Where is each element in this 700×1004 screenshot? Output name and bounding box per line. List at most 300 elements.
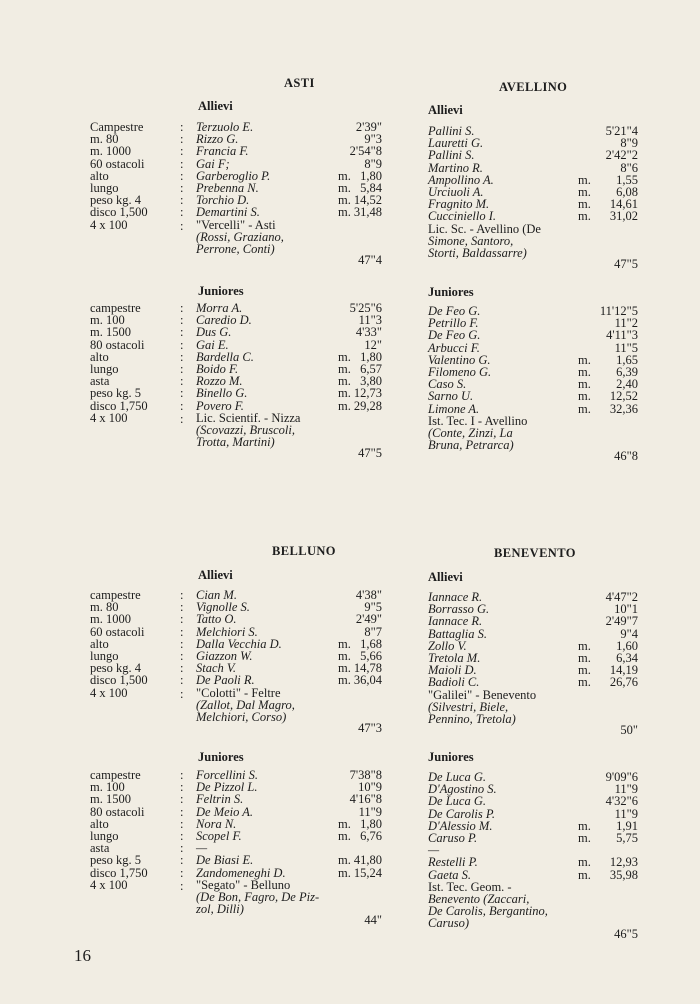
event-list: [90, 769, 148, 891]
colon-separator: :: [180, 792, 184, 807]
unit-label: m.: [578, 401, 591, 416]
colon-separator: :: [180, 398, 184, 413]
event-name: campestre: [90, 301, 141, 315]
result-row: [418, 210, 638, 222]
result-value: 12,93: [609, 855, 638, 870]
unit-label: m.: [578, 650, 591, 665]
unit-label: m.: [338, 648, 351, 663]
colon-separator: :: [180, 218, 184, 233]
result-value: 1,80: [360, 349, 382, 364]
athlete-name: Morra A.: [196, 301, 243, 315]
event-name: m. 1000: [90, 612, 131, 627]
event-name: campestre: [90, 768, 141, 782]
category-heading: Allievi: [198, 568, 233, 582]
result-value: 4'16"8: [349, 792, 382, 807]
relay-team-line: "Vercelli" - Asti: [196, 217, 276, 232]
result-row: [418, 808, 638, 820]
colon-separator: :: [180, 301, 184, 315]
event-list: [90, 121, 148, 231]
athlete-name: Lauretti G.: [428, 136, 484, 151]
colon-separator: :: [180, 313, 184, 328]
result-list: [180, 589, 382, 687]
athlete-name: Dus G.: [196, 325, 232, 340]
event-name: Campestre: [90, 120, 144, 134]
result-value: 36,04: [353, 673, 382, 688]
athlete-name: Martino R.: [428, 160, 483, 175]
result-value: 5'21"4: [605, 124, 638, 138]
athlete-name: Sarno U.: [428, 389, 474, 404]
result-row: [180, 674, 382, 686]
unit-label: m.: [578, 830, 591, 845]
colon-separator: :: [180, 816, 184, 831]
athlete-name: Cian M.: [196, 588, 237, 602]
athlete-name: De Paoli R.: [196, 673, 255, 688]
result-value: 11"2: [614, 316, 638, 331]
result-value: 5,84: [360, 180, 382, 195]
relay-team-line: (Rossi, Graziano,: [196, 229, 284, 244]
result-value: 14,52: [353, 193, 382, 208]
result-value: 11"5: [614, 340, 638, 355]
athlete-name: Nora N.: [196, 816, 237, 831]
unit-label: m.: [338, 636, 351, 651]
result-list: [418, 305, 638, 415]
unit-label: m.: [578, 663, 591, 678]
relay-time: 46"5: [614, 927, 638, 942]
relay-team-line: De Carolis, Bergantino,: [428, 904, 548, 919]
colon-separator: :: [180, 132, 184, 147]
result-value: 4'11"3: [606, 328, 638, 343]
result-value: 1,60: [616, 638, 638, 653]
athlete-name: Cucciniello I.: [428, 209, 497, 224]
athlete-name: D'Agostino S.: [428, 782, 497, 797]
athlete-name: Gai E.: [196, 337, 229, 352]
relay-team-line: (Silvestri, Biele,: [428, 699, 509, 714]
result-value: 2'42"2: [605, 148, 638, 163]
event-name: alto: [90, 349, 109, 364]
result-value: 1,68: [360, 636, 382, 651]
athlete-name: Dalla Vecchia D.: [196, 636, 282, 651]
athlete-name: Filomeno G.: [428, 364, 492, 379]
athlete-name: Pallini S.: [428, 124, 475, 138]
colon-separator: :: [180, 673, 184, 688]
colon-separator: :: [180, 374, 184, 389]
event-name: disco 1,500: [90, 673, 148, 688]
result-value: 5,75: [616, 830, 638, 845]
result-row: [418, 832, 638, 844]
result-value: 3,80: [360, 374, 382, 389]
athlete-name: Petrillo F.: [428, 316, 479, 331]
event-name: 4 x 100: [90, 217, 128, 232]
athlete-name: De Meio A.: [196, 804, 254, 819]
result-row: [180, 326, 382, 338]
event-name: m. 100: [90, 313, 125, 328]
relay-team-line: "Colotti" - Feltre: [196, 685, 281, 700]
athlete-name: Gaeta S.: [428, 867, 472, 882]
colon-separator: :: [180, 636, 184, 651]
event-name: lungo: [90, 180, 119, 195]
category-heading: Juniores: [198, 284, 244, 298]
relay-team: [428, 689, 578, 726]
event-name: lungo: [90, 361, 119, 376]
result-value: 8"7: [364, 624, 382, 639]
result-row: [180, 613, 382, 625]
result-value: 4'32"6: [605, 794, 638, 809]
colon-separator: :: [180, 361, 184, 376]
result-value: 31,02: [609, 209, 638, 224]
result-value: 12,52: [609, 389, 638, 404]
event-name: m. 1500: [90, 792, 131, 807]
event-name: disco 1,750: [90, 865, 148, 880]
result-value: 10"1: [614, 602, 638, 617]
result-value: 2,40: [616, 377, 638, 392]
colon-separator: :: [180, 386, 184, 401]
colon-separator: :: [180, 411, 184, 426]
event-name: disco 1,500: [90, 205, 148, 220]
result-row: [418, 869, 638, 881]
relay-team-line: Storti, Baldassarre): [428, 245, 527, 260]
colon-separator: :: [180, 853, 184, 868]
result-value: 8"9: [364, 156, 382, 171]
athlete-name: Rozzo M.: [196, 374, 243, 389]
relay-team-line: (Conte, Zinzi, La: [428, 425, 513, 440]
result-row: [180, 793, 382, 805]
event-name: lungo: [90, 648, 119, 663]
athlete-name: Garberoglio P.: [196, 168, 271, 183]
relay-team-line: "Segato" - Belluno: [196, 877, 291, 892]
athlete-name: De Luca G.: [428, 794, 486, 809]
result-row: [180, 339, 382, 351]
relay-team-line: Lic. Sc. - Avellino (De: [428, 221, 541, 236]
unit-label: m.: [338, 349, 351, 364]
athlete-name: Arbucci F.: [428, 340, 480, 355]
result-value: 5'25"6: [349, 301, 382, 315]
unit-label: m.: [338, 386, 351, 401]
relay-team-line: (Zallot, Dal Magro,: [196, 697, 295, 712]
athlete-name: Forcellini S.: [196, 768, 259, 782]
athlete-name: Tatto O.: [196, 612, 237, 627]
result-row: [418, 615, 638, 627]
result-row: [180, 626, 382, 638]
result-value: 11'12"5: [599, 304, 638, 318]
unit-label: m.: [578, 389, 591, 404]
event-name: 60 ostacoli: [90, 624, 145, 639]
result-value: 1,91: [616, 818, 638, 833]
category-heading: Allievi: [198, 99, 233, 113]
athlete-name: Restelli P.: [428, 855, 478, 870]
unit-label: m.: [578, 377, 591, 392]
result-list: [418, 591, 638, 689]
result-value: 9'09"6: [605, 770, 638, 784]
result-value: 9"4: [620, 626, 638, 641]
unit-label: m.: [338, 180, 351, 195]
athlete-name: D'Alessio M.: [428, 818, 493, 833]
event-name: m. 1000: [90, 144, 131, 159]
result-row: [418, 162, 638, 174]
athlete-name: Pallini S.: [428, 148, 475, 163]
athlete-name: Urciuoli A.: [428, 184, 484, 199]
colon-separator: :: [180, 588, 184, 602]
relay-team-line: Simone, Santoro,: [428, 233, 514, 248]
result-row: [418, 403, 638, 415]
athlete-name: Demartini S.: [196, 205, 260, 220]
result-value: 8"6: [620, 160, 638, 175]
result-row: [180, 206, 382, 218]
result-list: [180, 769, 382, 879]
result-value: 15,24: [353, 865, 382, 880]
colon-separator: :: [180, 828, 184, 843]
event-name: m. 80: [90, 132, 119, 147]
unit-label: m.: [578, 364, 591, 379]
unit-label: m.: [578, 675, 591, 690]
athlete-name: Zollo V.: [428, 638, 467, 653]
category-heading: Allievi: [428, 570, 463, 584]
colon-separator: :: [180, 686, 184, 701]
athlete-name: Zandomeneghi D.: [196, 865, 286, 880]
colon-separator: :: [180, 156, 184, 171]
colon-separator: :: [180, 780, 184, 795]
result-value: 14,61: [609, 197, 638, 212]
result-row: [418, 342, 638, 354]
result-row: [418, 329, 638, 341]
relay-team-line: "Galilei" - Benevento: [428, 687, 537, 702]
athlete-name: Boido F.: [196, 361, 239, 376]
athlete-name: Caredio D.: [196, 313, 252, 328]
unit-label: m.: [338, 673, 351, 688]
result-value: 4'33": [355, 325, 382, 340]
result-value: 6,08: [616, 184, 638, 199]
event-name: 4 x 100: [90, 877, 128, 892]
result-value: 9"3: [364, 132, 382, 147]
relay-team: [428, 881, 578, 930]
unit-label: m.: [338, 853, 351, 868]
athlete-name: Vignolle S.: [196, 600, 250, 615]
event-name: alto: [90, 168, 109, 183]
unit-label: m.: [338, 828, 351, 843]
result-value: 2'54"8: [349, 144, 382, 159]
relay-team-line: Trotta, Martini): [196, 435, 275, 450]
athlete-name: Bardella C.: [196, 349, 254, 364]
unit-label: m.: [578, 172, 591, 187]
event-name: peso kg. 5: [90, 386, 142, 401]
event-name: peso kg. 4: [90, 661, 142, 676]
result-value: 1,80: [360, 168, 382, 183]
relay-team-line: Perrone, Conti): [196, 241, 275, 256]
result-value: 14,78: [353, 661, 382, 676]
athlete-name: Caso S.: [428, 377, 467, 392]
athlete-name: De Feo G.: [428, 304, 481, 318]
result-row: [180, 830, 382, 842]
unit-label: m.: [338, 168, 351, 183]
event-name: peso kg. 5: [90, 853, 142, 868]
relay-team-line: Bruna, Petrarca): [428, 438, 514, 453]
result-row: [180, 854, 382, 866]
result-value: 12": [364, 337, 382, 352]
city-heading: ASTI: [284, 76, 315, 90]
result-value: 31,48: [353, 205, 382, 220]
event-name: m. 100: [90, 780, 125, 795]
relay-time: 47"5: [614, 257, 638, 271]
colon-separator: :: [180, 804, 184, 819]
result-value: 1,55: [616, 172, 638, 187]
relay-time: 47"5: [358, 446, 382, 461]
athlete-name: De Feo G.: [428, 328, 481, 343]
colon-separator: :: [180, 144, 184, 159]
unit-label: m.: [578, 867, 591, 882]
result-value: 6,39: [616, 364, 638, 379]
athlete-name: —: [428, 843, 440, 858]
result-value: 4'47"2: [605, 590, 638, 604]
result-value: 4'38": [355, 588, 382, 602]
city-heading: BENEVENTO: [494, 546, 576, 560]
athlete-name: De Pizzol L.: [196, 780, 258, 795]
athlete-name: Battaglia S.: [428, 626, 488, 641]
athlete-name: Iannace R.: [428, 590, 483, 604]
colon-separator: :: [180, 180, 184, 195]
athlete-name: Povero F.: [196, 398, 244, 413]
colon-separator: :: [180, 120, 184, 134]
relay-team-line: Benevento (Zaccari,: [428, 891, 530, 906]
event-name: peso kg. 4: [90, 193, 142, 208]
event-name: alto: [90, 636, 109, 651]
result-row: [418, 795, 638, 807]
colon-separator: :: [180, 768, 184, 782]
result-value: 11"3: [358, 313, 382, 328]
relay-team-line: Ist. Tec. Geom. -: [428, 879, 512, 894]
unit-label: m.: [578, 638, 591, 653]
event-name: 4 x 100: [90, 410, 128, 425]
result-value: 10"9: [358, 780, 382, 795]
colon-separator: :: [180, 865, 184, 880]
relay-team: [196, 219, 328, 256]
unit-label: m.: [578, 197, 591, 212]
result-value: 9"5: [364, 600, 382, 615]
relay-time: 47"3: [358, 721, 382, 735]
result-value: 8"9: [620, 136, 638, 151]
result-value: 1,80: [360, 816, 382, 831]
city-heading: AVELLINO: [499, 80, 568, 94]
athlete-name: Borrasso G.: [428, 602, 490, 617]
athlete-name: Limone A.: [428, 401, 480, 416]
relay-time: 46"8: [614, 449, 638, 464]
page-number: 16: [74, 946, 91, 965]
result-value: 2'39": [355, 120, 382, 134]
unit-label: m.: [338, 661, 351, 676]
relay-team: [196, 412, 328, 449]
result-value: 1,65: [616, 352, 638, 367]
athlete-name: Caruso P.: [428, 830, 478, 845]
unit-label: m.: [338, 398, 351, 413]
athlete-name: Melchiori S.: [196, 624, 258, 639]
event-name: asta: [90, 374, 110, 389]
result-value: 11"9: [614, 806, 638, 821]
athlete-name: Rizzo G.: [196, 132, 239, 147]
relay-time: 44": [364, 913, 382, 928]
result-value: 6,34: [616, 650, 638, 665]
result-row: [418, 676, 638, 688]
athlete-name: Feltrin S.: [196, 792, 244, 807]
result-value: 41,80: [353, 853, 382, 868]
unit-label: m.: [338, 865, 351, 880]
result-row: [180, 867, 382, 879]
result-value: 7'38"8: [349, 768, 382, 782]
result-value: 14,19: [609, 663, 638, 678]
result-value: 26,76: [609, 675, 638, 690]
result-value: 2'49"7: [605, 614, 638, 629]
result-value: 32,36: [609, 401, 638, 416]
athlete-name: Binello G.: [196, 386, 248, 401]
colon-separator: :: [180, 878, 184, 893]
event-name: campestre: [90, 588, 141, 602]
athlete-name: De Carolis P.: [428, 806, 496, 821]
colon-separator: :: [180, 661, 184, 676]
unit-label: m.: [338, 205, 351, 220]
category-heading: Juniores: [198, 750, 244, 764]
relay-team-line: (Scovazzi, Bruscoli,: [196, 422, 295, 437]
athlete-name: Torchio D.: [196, 193, 250, 208]
event-name: alto: [90, 816, 109, 831]
event-name: lungo: [90, 828, 119, 843]
colon-separator: :: [180, 168, 184, 183]
unit-label: m.: [338, 374, 351, 389]
result-value: 5,66: [360, 648, 382, 663]
result-list: [418, 125, 638, 223]
unit-label: m.: [578, 352, 591, 367]
relay-team: [428, 223, 578, 260]
relay-team: [196, 687, 328, 724]
category-heading: Juniores: [428, 285, 474, 299]
result-value: 11"9: [358, 804, 382, 819]
event-name: 80 ostacoli: [90, 337, 145, 352]
result-row: [180, 400, 382, 412]
athlete-name: De Luca G.: [428, 770, 486, 784]
unit-label: m.: [578, 184, 591, 199]
relay-team-line: (De Bon, Fagro, De Piz-: [196, 889, 320, 904]
result-row: [418, 856, 638, 868]
athlete-name: Fragnito M.: [428, 197, 490, 212]
result-row: [418, 628, 638, 640]
result-row: [418, 149, 638, 161]
result-value: 6,57: [360, 361, 382, 376]
event-name: asta: [90, 841, 110, 856]
event-name: 4 x 100: [90, 685, 128, 700]
relay-team: [196, 879, 328, 916]
result-row: [180, 158, 382, 170]
colon-separator: :: [180, 648, 184, 663]
event-name: 80 ostacoli: [90, 804, 145, 819]
result-value: 6,76: [360, 828, 382, 843]
athlete-name: De Biasi E.: [196, 853, 254, 868]
colon-separator: :: [180, 349, 184, 364]
relay-team-line: Pennino, Tretola): [428, 711, 516, 726]
athlete-name: Valentino G.: [428, 352, 491, 367]
relay-team: [428, 415, 578, 452]
category-heading: Juniores: [428, 750, 474, 764]
unit-label: m.: [578, 855, 591, 870]
city-heading: BELLUNO: [272, 544, 336, 558]
athlete-name: Giazzon W.: [196, 648, 253, 663]
event-name: m. 80: [90, 600, 119, 615]
result-value: 11"9: [614, 782, 638, 797]
relay-team-line: zol, Dilli): [196, 902, 244, 917]
result-list: [418, 771, 638, 881]
athlete-name: Francia F.: [196, 144, 249, 159]
athlete-name: —: [196, 841, 208, 856]
event-list: [90, 302, 148, 424]
colon-separator: :: [180, 612, 184, 627]
relay-time: 47"4: [358, 253, 382, 267]
athlete-name: Stach V.: [196, 661, 237, 676]
result-value: 2'49": [355, 612, 382, 627]
